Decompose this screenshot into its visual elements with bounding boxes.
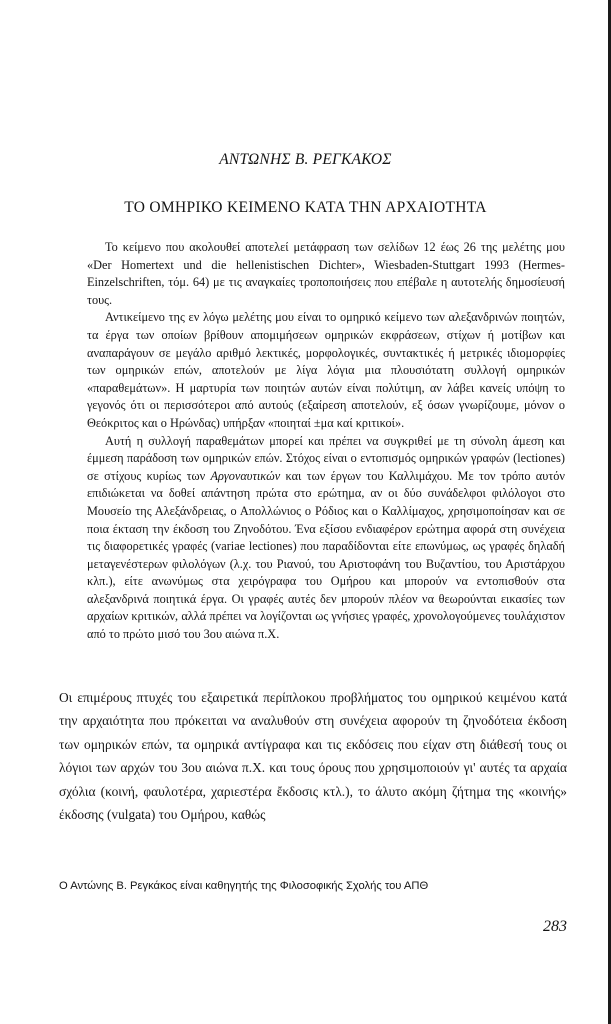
footnote: Ο Αντώνης Β. Ρεγκάκος είναι καθηγητής της Φιλοσοφικής Σχολής του ΑΠΘ xyxy=(59,880,429,892)
intro-paragraph-3 xyxy=(87,433,565,644)
intro-paragraph-3-text-b: και των έργων του Καλλιμάχου. Με τον τρόπο αυτόν επιδιώκεται να δοθεί απάντηση πρώτα στο ερώτημα, αν οι δύο συνάδελφοι φιλόλογοι στο Μουσείο της Αλεξάνδρειας, ο Απολλώνιος ο Ρόδιος και ο Καλλίμαχος, χρησιμοποίησαν και σε ποια έκταση την έκδοση του Ζηνοδότου. Ένα εξίσου ενδιαφέρον ερώτημα αφορά στη συνέχεια τις διαφορετικές γραφές (variae lectiones) που παραδίδονται είτε επωνύμως, ως γραφές δηλαδή μεταγενέστερων φιλολόγων (λ.χ. του Ριανού, του Αριστοφάνη του Βυζαντίου, του Αριστάρχου κλπ.), είτε ανωνύμως στα χειρόγραφα του Ομήρου και μπορούν να εντοπισθούν στα αλεξανδρινά ποιητικά έργα. Οι γραφές αυτές δεν μπορούν πλέον να θεωρούνται εικασίες των αρχαίων κριτικών, αλλά πρέπει να λογίζονται ως γνήσιες γραφές, χρονολογούμενες τουλάχιστον από το πρώτο μισό του 3ου αιώνα π.Χ. xyxy=(87,468,565,642)
intro-paragraph-2: Αντικείμενο της εν λόγω μελέτης μου είναι το ομηρικό κείμενο των αλεξανδρινών ποιητών, τα έργα των οποίων βρίθουν απομιμήσεων ομηρικών εκφράσεων, στίχων ή μοτίβων και αναπαράγουν σε μεγάλο αριθμό λεκτικές, μορφολογικές, συντακτικές ή μετρικές ιδιομορφίες των ομηρικών επών, αποτελούν με λίγα λόγια μια πλουσιότατη συλλογή ομηρικών «παραθεμάτων». Η μαρτυρία των ποιητών αυτών είναι πολύτιμη, αν λάβει κανείς υπόψη το γεγονός ότι οι περισσότεροι από αυτούς (εξαίρεση αποτελούν, εξ όσων γνωρίζουμε, μόνον ο Θεόκριτος και ο Ηρώνδας) υπήρξαν «ποιηταί ±μα καί κριτικοί». xyxy=(87,310,565,430)
intro-paragraph-3-text-a: Αυτή η συλλογή παραθεμάτων μπορεί και πρέπει να συγκριθεί με τη σύνολη άμεση και έμμεση παράδοση των ομηρικών επών. Στόχος είναι ο εντοπισμός ομηρικών γραφών (lectiones) σε στίχους κυρίως των xyxy=(87,433,565,483)
intro-paragraph-1: Το κείμενο που ακολουθεί αποτελεί μετάφραση των σελίδων 12 έως 26 της μελέτης μου «Der Homertext und die hellenistischen Dichter», Wiesbaden-Stuttgart 1993 (Hermes-Einzelschriften, τόμ. 64) με τις αναγκαίες τροποποιήσεις που επέβαλε η αυτοτελής δημοσίευσή τους. xyxy=(87,240,565,307)
article-title: ΤΟ ΟΜΗΡΙΚΟ ΚΕΙΜΕΝΟ ΚΑΤΑ ΤΗΝ ΑΡΧΑΙΟΤΗΤΑ xyxy=(124,199,487,216)
intro-section xyxy=(87,239,565,644)
main-paragraph: Οι επιμέρους πτυχές του εξαιρετικά περίπλοκου προβλήματος του ομηρικού κειμένου κατά την αρχαιότητα που πρόκειται να αναλυθούν στη συνέχεια αφορούν τη ζηνοδότεια έκδοση των ομηρικών επών, τα ομηρικά αντίγραφα και τις εκδόσεις που είχαν στη διάθεσή τους οι λόγιοι των αρχών του 3ου αιώνα π.Χ. και τους όρους που χρησιμοποιούν γι' αυτές τα αρχαία σχόλια (κοινή, φαυλοτέρα, χαριεστέρα ἔκδοσις κτλ.), το άλυτο ακόμη ζήτημα της «κοινής» έκδοσης (vulgata) του Ομήρου, καθώς xyxy=(59,690,567,823)
author-name: ΑΝΤΩΝΗΣ Β. ΡΕΓΚΑΚΟΣ xyxy=(219,151,392,168)
intro-paragraph-3-italic: Αργοναυτικών xyxy=(210,468,281,483)
page-number: 283 xyxy=(543,918,567,935)
